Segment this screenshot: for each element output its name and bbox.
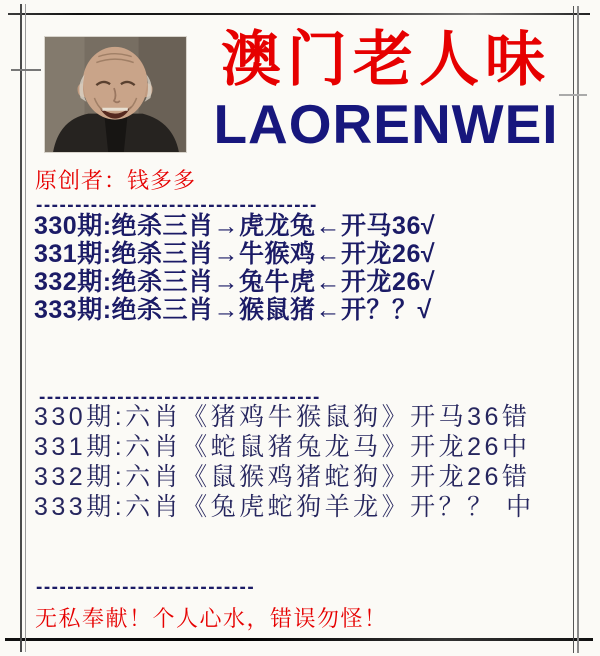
prediction-line: 330期:绝杀三肖→虎龙兔←开马36√ [34,212,436,240]
separator-dashes: ------------------------------------ [36,195,318,216]
six-zodiac-block [34,402,535,522]
frame-top-line [8,13,590,15]
author-line: 原创者：钱多多 [35,168,197,193]
separator-dashes: ---------------------------- [36,577,256,598]
frame-bottom-line [5,638,593,641]
prediction-line: 332期:绝杀三肖→兔牛虎←开龙26√ [34,268,436,296]
prediction-line: 331期:绝杀三肖→牛猴鸡←开龙26√ [34,240,436,268]
prediction-line: 331期:六肖《蛇鼠猪兔龙马》开龙26中 [34,433,531,461]
kill-three-zodiac-block [34,212,435,324]
elderly-man-photo [44,36,187,153]
separator-dashes: ------------------------------------ [39,387,321,408]
frame-left-line [20,4,26,652]
prediction-line: 330期:六肖《猪鸡牛猴鼠狗》开马36错 [34,403,531,431]
prediction-line: 333期:六肖《兔虎蛇狗羊龙》开？？ 中 [34,493,535,521]
frame-corner-tick-left [11,69,41,71]
footer-disclaimer: 无私奉献！个人心水，错误勿怪！ [35,606,388,631]
prediction-line: 332期:六肖《鼠猴鸡猪蛇狗》开龙26错 [34,463,531,491]
page-title-latin: LAORENWEI [213,93,559,155]
header [193,24,579,155]
prediction-line: 333期:绝杀三肖→猴鼠猪←开？？√ [34,296,432,324]
elderly-man-illustration [45,37,186,152]
page-title-chinese: 澳门老人味 [221,26,551,93]
